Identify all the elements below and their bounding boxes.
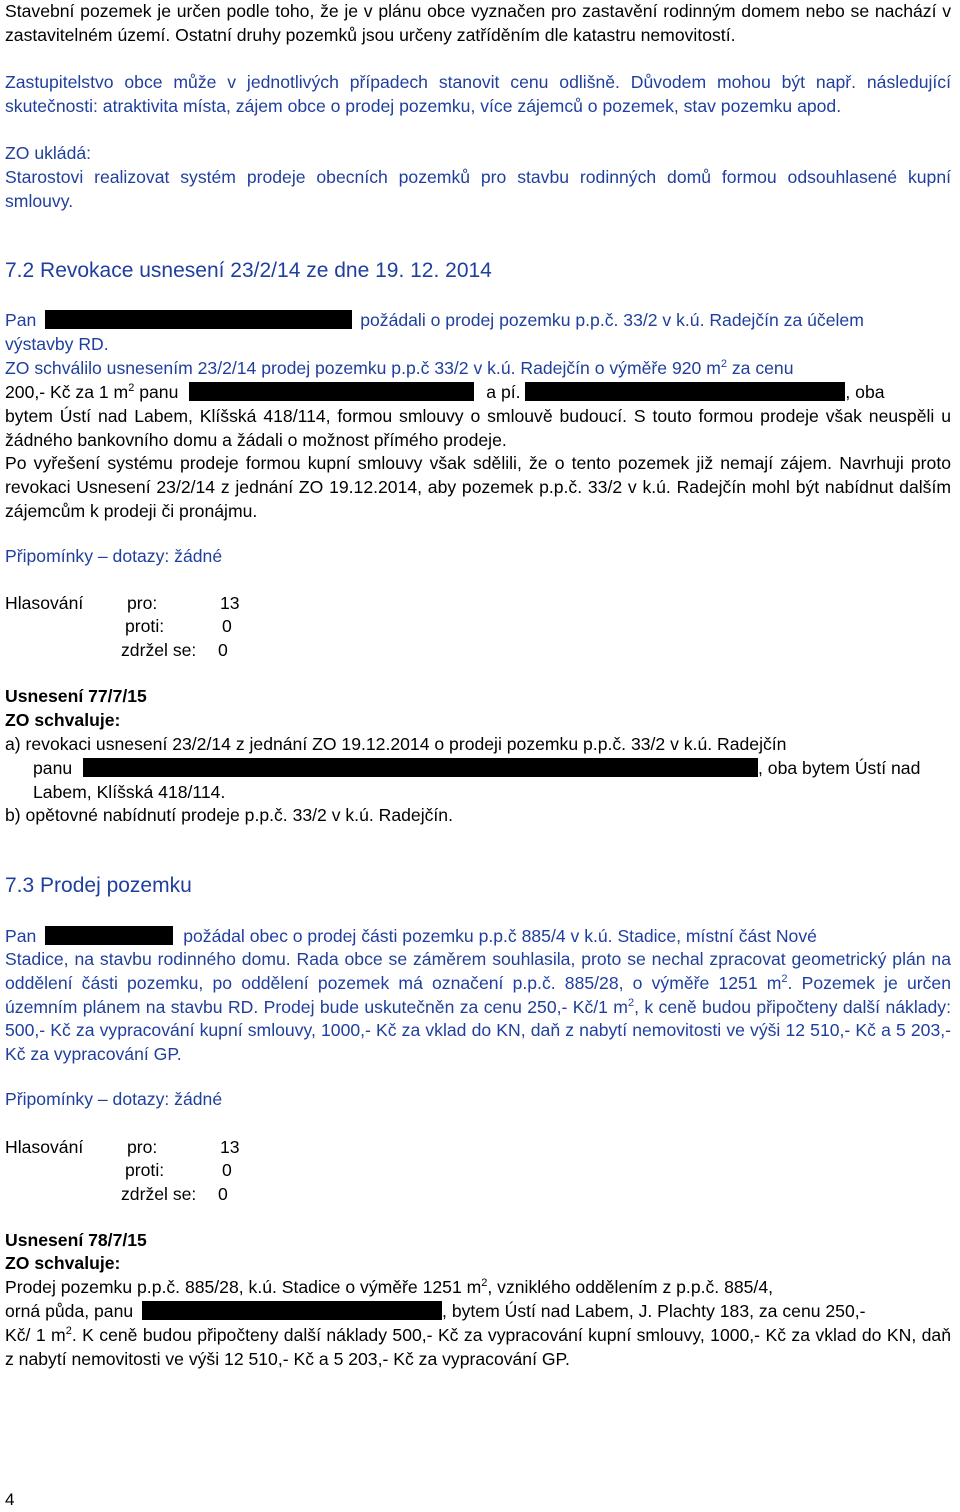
s73-vote-zdrzel-label: zdržel se: (121, 1184, 197, 1204)
s73-schvaluje: ZO schvaluje: (5, 1253, 121, 1273)
s73-vote-pro-label: pro: (127, 1137, 158, 1157)
s73-vote-proti-label: proti: (125, 1160, 165, 1180)
section-7-2-heading: 7.2 Revokace usnesení 23/2/14 ze dne 19. 12. 2014 (5, 259, 492, 282)
s73-line-s2 (5, 1300, 951, 1324)
s73-s2-pre: orná půda, panu (5, 1301, 134, 1321)
s72-line4-c: a pí. (486, 382, 521, 402)
s72-vote-label: Hlasování (5, 593, 84, 613)
redaction-bar (45, 926, 173, 945)
s73-paragraph-b: . Pozemek je určen územním plánem na stavbu RD. Prodej bude uskutečněn za cenu 250,- Kč/1 m (5, 972, 951, 1017)
s73-line1-pre: Pan (5, 926, 37, 946)
superscript: 2 (627, 996, 635, 1009)
s72-line4-d: , oba (845, 382, 885, 402)
s72-pripominky: Připomínky – dotazy: žádné (5, 546, 223, 566)
s73-vote-label: Hlasování (5, 1137, 84, 1157)
s72-vote-proti-label: proti: (125, 616, 165, 636)
intro-paragraph-2: Zastupitelstvo obce může v jednotlivých případech stanovit cenu odlišně. Důvodem mohou být např. následující skutečnosti: atraktivita místa, zájem obce o prodej pozemku, více zájemců o pozemek, stav pozemku apod. (5, 72, 951, 116)
s73-line-s1 (5, 1276, 951, 1300)
zo-uklada-text: Starostovi realizovat systém prodeje obecních pozemků pro stavbu rodinných domů formou odsouhlasené kupní smlouvy. (5, 167, 951, 211)
intro-paragraph-1: Stavební pozemek je určen podle toho, že je v plánu obce vyznačen pro zastavění rodinným domem nebo se nachází v zastavitelném území. Ostatní druhy pozemků jsou určeny zatříděním dle katastru nemovitostí. (5, 1, 951, 45)
redaction-bar (142, 1301, 442, 1320)
s73-paragraph-a: Stadice, na stavbu rodinného domu. Rada obce se záměrem souhlasila, proto se nechal zpracovat geometrický plán na oddělení části pozemku, po oddělení pozemek má označení p.p.č. 885/28, o výměře 1251 m (5, 949, 951, 993)
s72-line4-b: panu (134, 382, 179, 402)
s72-line4 (5, 381, 951, 405)
superscript: 2 (720, 358, 727, 370)
s73-paragraph (5, 948, 951, 1067)
s73-paragraph-c: , k ceně budou připočteny další náklady: 500,- Kč za vypracování kupní smlouvy, 1000,- Kč za vklad do KN, daň z nabytí nemovitosti ve výši 12 510,- Kč a 5 203,- Kč za vypracování GP. (5, 996, 951, 1065)
s73-s1-a: Prodej pozemku p.p.č. 885/28, k.ú. Stadice o výměře 1251 m (5, 1277, 482, 1297)
s72-line3 (5, 357, 951, 381)
s73-vote-pro: 13 (220, 1137, 240, 1157)
s72-vote-pro-label: pro: (127, 593, 158, 613)
superscript: 2 (481, 1277, 488, 1289)
s72-item-a-post: , oba bytem Ústí nad (758, 758, 921, 778)
s73-vote-zdrzel: 0 (218, 1184, 228, 1204)
s72-paragraph-2: Po vyřešení systému prodeje formou kupní smlouvy však sdělili, že o tento pozemek již nemají zájem. Navrhuji proto revokaci Usnesení 23/2/14 z jednání ZO 19.12.2014, aby pozemek p.p.č. 33/2 v k.ú. Radejčín mohl být nabídnut dalším zájemcům k prodeji či pronájmu. (5, 453, 951, 521)
s72-item-a-line3: Labem, Klíšská 418/114. (33, 782, 226, 802)
redaction-bar (525, 382, 845, 401)
s72-vote-zdrzel: 0 (218, 640, 228, 660)
s72-line3-a: ZO schválilo usnesením 23/2/14 prodej pozemku p.p.č 33/2 v k.ú. Radejčín o výměře 920 m (5, 358, 721, 378)
redaction-bar (189, 382, 474, 401)
page-number: 4 (5, 1490, 15, 1509)
s72-vote-zdrzel-label: zdržel se: (121, 640, 197, 660)
s72-item-a-line2 (33, 757, 960, 781)
s72-line1-pre: Pan (5, 310, 37, 330)
s72-item-a-line1: a) revokaci usnesení 23/2/14 z jednání ZO 19.12.2014 o prodeji pozemku p.p.č. 33/2 v k.ú. Radejčín (5, 734, 787, 754)
s73-s3-b: . K ceně budou připočteny další náklady 500,- Kč za vypracování kupní smlouvy, 1000,- Kč za vklad do KN, daň z nabytí nemovitosti ve výši 12 510,- Kč a 5 203,- Kč za vypracování GP. (5, 1325, 951, 1369)
s72-rest: bytem Ústí nad Labem, Klíšská 418/114, formou smlouvy o smlouvě budoucí. S touto formou prodeje však neuspěli u žádného bankovního domu a žádali o možnost přímého prodeje. (5, 406, 951, 450)
superscript: 2 (65, 1325, 72, 1337)
superscript: 2 (128, 382, 135, 394)
s73-line-s3 (5, 1324, 951, 1372)
usneseni-78: Usnesení 78/7/15 (5, 1230, 147, 1250)
s72-line3-b: za cenu (726, 358, 794, 378)
s73-s3-a: Kč/ 1 m (5, 1325, 66, 1345)
s73-line1-post: požádal obec o prodej části pozemku p.p.č 885/4 v k.ú. Stadice, místní část Nové (183, 926, 817, 946)
s72-item-b: b) opětovné nabídnutí prodeje p.p.č. 33/2 v k.ú. Radejčín. (5, 805, 453, 825)
s73-line1 (5, 925, 951, 949)
redaction-bar (45, 310, 352, 329)
s73-vote-proti: 0 (222, 1160, 232, 1180)
s72-line1 (5, 309, 951, 333)
usneseni-77: Usnesení 77/7/15 (5, 686, 147, 706)
s72-line2: výstavby RD. (5, 334, 109, 354)
s72-schvaluje: ZO schvaluje: (5, 710, 121, 730)
s72-line1-post: požádali o prodej pozemku p.p.č. 33/2 v k.ú. Radejčín za účelem (360, 310, 864, 330)
superscript: 2 (781, 972, 788, 985)
s72-item-a-pre: panu (33, 758, 73, 778)
s73-pripominky: Připomínky – dotazy: žádné (5, 1089, 223, 1109)
zo-uklada-label: ZO ukládá: (5, 143, 92, 163)
section-7-3-heading: 7.3 Prodej pozemku (5, 874, 192, 897)
s72-vote-pro: 13 (220, 593, 240, 613)
s73-s1-b: , vzniklého oddělením z p.p.č. 885/4, (487, 1277, 773, 1297)
s72-line4-a: 200,- Kč za 1 m (5, 382, 129, 402)
s73-s2-post: , bytem Ústí nad Labem, J. Plachty 183, za cenu 250,- (442, 1301, 866, 1321)
s72-vote-proti: 0 (222, 616, 232, 636)
redaction-bar (83, 758, 758, 777)
